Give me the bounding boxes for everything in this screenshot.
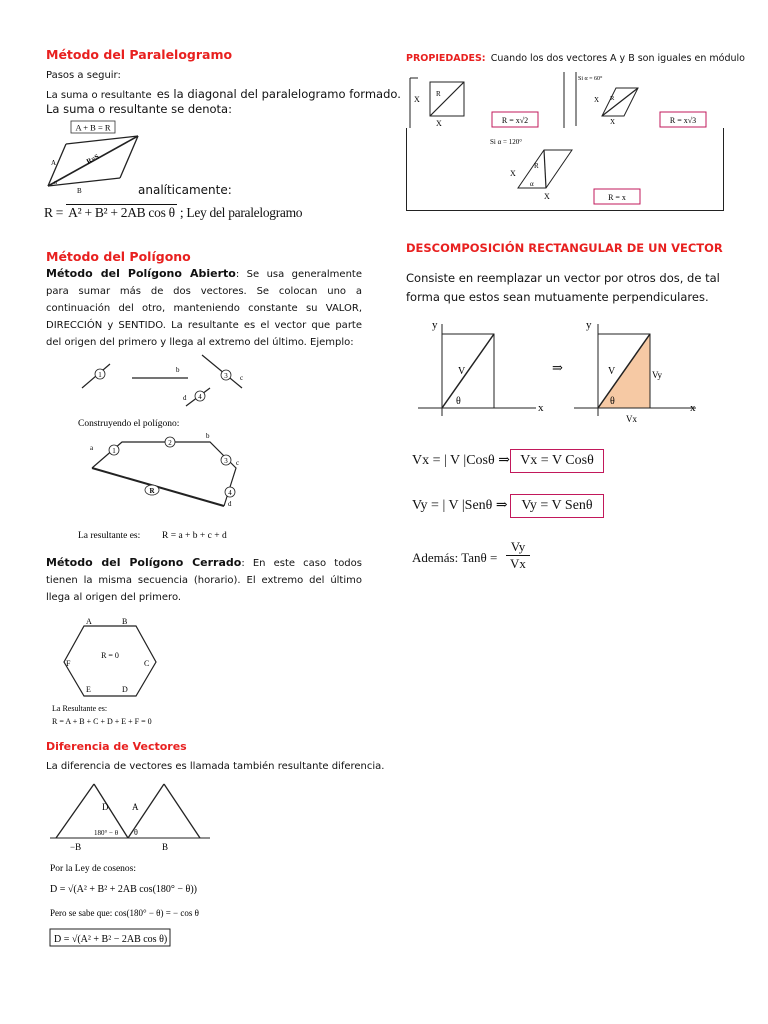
diff-formula2: D = √(A² + B² − 2AB cos θ)	[54, 934, 168, 945]
abierto-bold: Método del Polígono Abierto	[46, 267, 236, 280]
num-4: 4	[198, 393, 202, 401]
lbl-b: B	[77, 187, 82, 195]
lbl-d-sep: d	[183, 394, 187, 402]
poligono-title: Método del Polígono	[46, 249, 191, 264]
diff-lbl-theta: θ	[134, 828, 138, 837]
case3-lbl-x: X	[510, 169, 516, 178]
ademas-formula: Además: Tanθ =	[412, 550, 498, 565]
diferencia-title: Diferencia de Vectores	[46, 740, 187, 753]
propiedades-header	[406, 46, 745, 65]
diff-lbl-a: A	[132, 802, 139, 812]
case3-cond: Si α = 120°	[490, 138, 523, 146]
poligono-abierto-figure	[60, 350, 270, 546]
case2-cond: Si α = 60°	[578, 76, 603, 82]
propiedades-title: PROPIEDADES:	[406, 53, 486, 64]
case3-result: R = x	[608, 193, 626, 202]
resultante-formula: R = a + b + c + d	[162, 531, 227, 541]
num-3: 3	[224, 372, 228, 380]
construyendo-text: Construyendo el polígono:	[78, 419, 180, 429]
poly-r-label: R	[149, 487, 155, 495]
descomposicion-figure	[410, 316, 710, 428]
poly-lbl-b: b	[206, 432, 210, 440]
frac-num: Vy	[506, 539, 530, 556]
case1-diagonal	[430, 82, 464, 116]
cerrado-text: : En este caso todos tienen la misma secuencia (horario). El extremo del último llega al origen del primero.	[46, 558, 362, 603]
hex-c: C	[144, 659, 150, 668]
tan-fraction	[506, 539, 530, 572]
vy-formula-box: Vy = V Senθ	[510, 494, 604, 518]
diff-ley: Por la Ley de cosenos:	[50, 864, 137, 874]
pasos-text: Pasos a seguir:	[46, 70, 121, 81]
hex-a: A	[86, 617, 92, 626]
case2-lbl-x: X	[594, 96, 600, 104]
poly-lbl-c: c	[236, 459, 240, 467]
hex-center: R = 0	[101, 651, 119, 660]
poligono-cerrado-figure	[50, 612, 180, 730]
formula-left: R =	[44, 205, 67, 220]
hex-d: D	[122, 685, 128, 694]
poly-num-2: 2	[168, 439, 172, 447]
fig-label: A + B = R	[75, 122, 111, 133]
hex-res-title: La Resultante es:	[52, 704, 108, 713]
diff-left-side	[56, 784, 94, 838]
descomposicion-title: DESCOMPOSICIÓN RECTANGULAR DE UN VECTOR	[406, 241, 723, 255]
propiedades-figure	[406, 68, 724, 212]
vector-v-left	[442, 334, 494, 408]
descomposicion-text: Consiste en reemplazar un vector por otros dos, de tal forma que estos sean mutuamente perpendiculares.	[406, 271, 720, 304]
lbl-theta-left: θ	[456, 396, 461, 407]
num-1: 1	[98, 371, 102, 379]
poly-num-3: 3	[224, 457, 228, 465]
analiticamente-text: analíticamente:	[138, 183, 232, 197]
hex-e: E	[86, 685, 91, 694]
lbl-r: R=S	[85, 152, 101, 166]
axis-y-label-left: y	[432, 319, 438, 331]
diff-right-side	[164, 784, 200, 838]
lbl-v-left: V	[458, 366, 466, 377]
propiedades-text: Cuando los dos vectores A y B son iguales en módulo	[490, 53, 745, 64]
lbl-vx: Vx	[626, 414, 637, 424]
poligono-abierto-paragraph	[46, 265, 362, 351]
axis-x-label-left: x	[538, 402, 544, 414]
suma-big: es la diagonal del paralelogramo formado.	[156, 87, 401, 101]
case3-lbl-r: R	[534, 162, 539, 170]
case3-lbl-x-bottom: X	[544, 192, 550, 201]
diff-formula1: D = √(A² + B² + 2AB cos(180° − θ))	[50, 884, 197, 895]
cerrado-bold: Método del Polígono Cerrado	[46, 556, 242, 569]
denota-text: La suma o resultante se denota:	[46, 102, 232, 116]
poly-num-1: 1	[112, 447, 116, 455]
implies-arrow: ⇒	[552, 360, 563, 375]
case1-lbl-r: R	[436, 90, 441, 98]
lbl-theta-right: θ	[610, 396, 615, 407]
hex-res-formula: R = A + B + C + D + E + F = 0	[52, 717, 152, 726]
hex-f: F	[66, 659, 71, 668]
diferencia-figure	[46, 778, 218, 954]
formula-root: A² + B² + 2AB cos θ	[68, 205, 175, 220]
formula-right: ; Ley del paralelogramo	[176, 205, 303, 220]
case3-lbl-alpha: α	[530, 180, 534, 188]
abierto-text: : Se usa generalmente para sumar más de dos vectores. Se colocan uno a continuación del otro, manteniendo constante su VALOR, DIRECCIÓN y SENTIDO. La resultante es el vector que parte del origen del primero y llega al extremo del último. Ejemplo:	[46, 269, 362, 348]
lbl-b-sep: b	[176, 366, 180, 374]
diff-lbl-d: D	[102, 802, 109, 812]
vy-formula-left: Vy = | V |Senθ ⇒	[412, 498, 508, 513]
paralelogramo-title: Método del Paralelogramo	[46, 47, 233, 62]
vx-formula-left: Vx = | V |Cosθ ⇒	[412, 453, 510, 468]
diff-sabe: Pero se sabe que: cos(180° − θ) = − cos θ	[50, 908, 199, 918]
axis-y-label-right: y	[586, 319, 592, 331]
suma-line	[46, 83, 401, 104]
diff-lbl-angle: 180° − θ	[94, 829, 119, 837]
poly-lbl-d: d	[228, 500, 232, 508]
vx-formula-box: Vx = V Cosθ	[510, 449, 604, 473]
suma-small: La suma o resultante	[46, 90, 152, 101]
poly-num-4: 4	[228, 489, 232, 497]
parallel-right	[120, 136, 138, 178]
frac-den: Vx	[510, 556, 526, 571]
lbl-vy: Vy	[652, 370, 663, 380]
axis-x-label-right: x	[690, 402, 696, 414]
lbl-a: A	[51, 159, 57, 167]
lbl-v-right: V	[608, 366, 616, 377]
diff-lbl-b: B	[162, 842, 169, 852]
diferencia-text: La diferencia de vectores es llamada también resultante diferencia.	[46, 761, 385, 772]
resultante-es-text: La resultante es:	[78, 531, 141, 541]
poligono-cerrado-paragraph	[46, 554, 362, 606]
case2-lbl-r: R	[610, 95, 615, 102]
hex-b: B	[122, 617, 128, 626]
ley-paralelogramo-formula	[44, 205, 302, 221]
poly-lbl-a: a	[90, 444, 94, 452]
case2-lbl-x-bottom: X	[610, 118, 616, 126]
case1-result: R = x√2	[501, 116, 529, 125]
case1-lbl-x-left: X	[414, 95, 420, 104]
case1-lbl-x-bottom: X	[436, 119, 442, 128]
lbl-alpha: α	[54, 180, 58, 186]
case2-result: R = x√3	[669, 116, 697, 125]
diff-lbl-minus-b: −B	[70, 842, 82, 852]
hexagon	[64, 626, 156, 696]
lbl-c-sep: c	[240, 374, 244, 382]
